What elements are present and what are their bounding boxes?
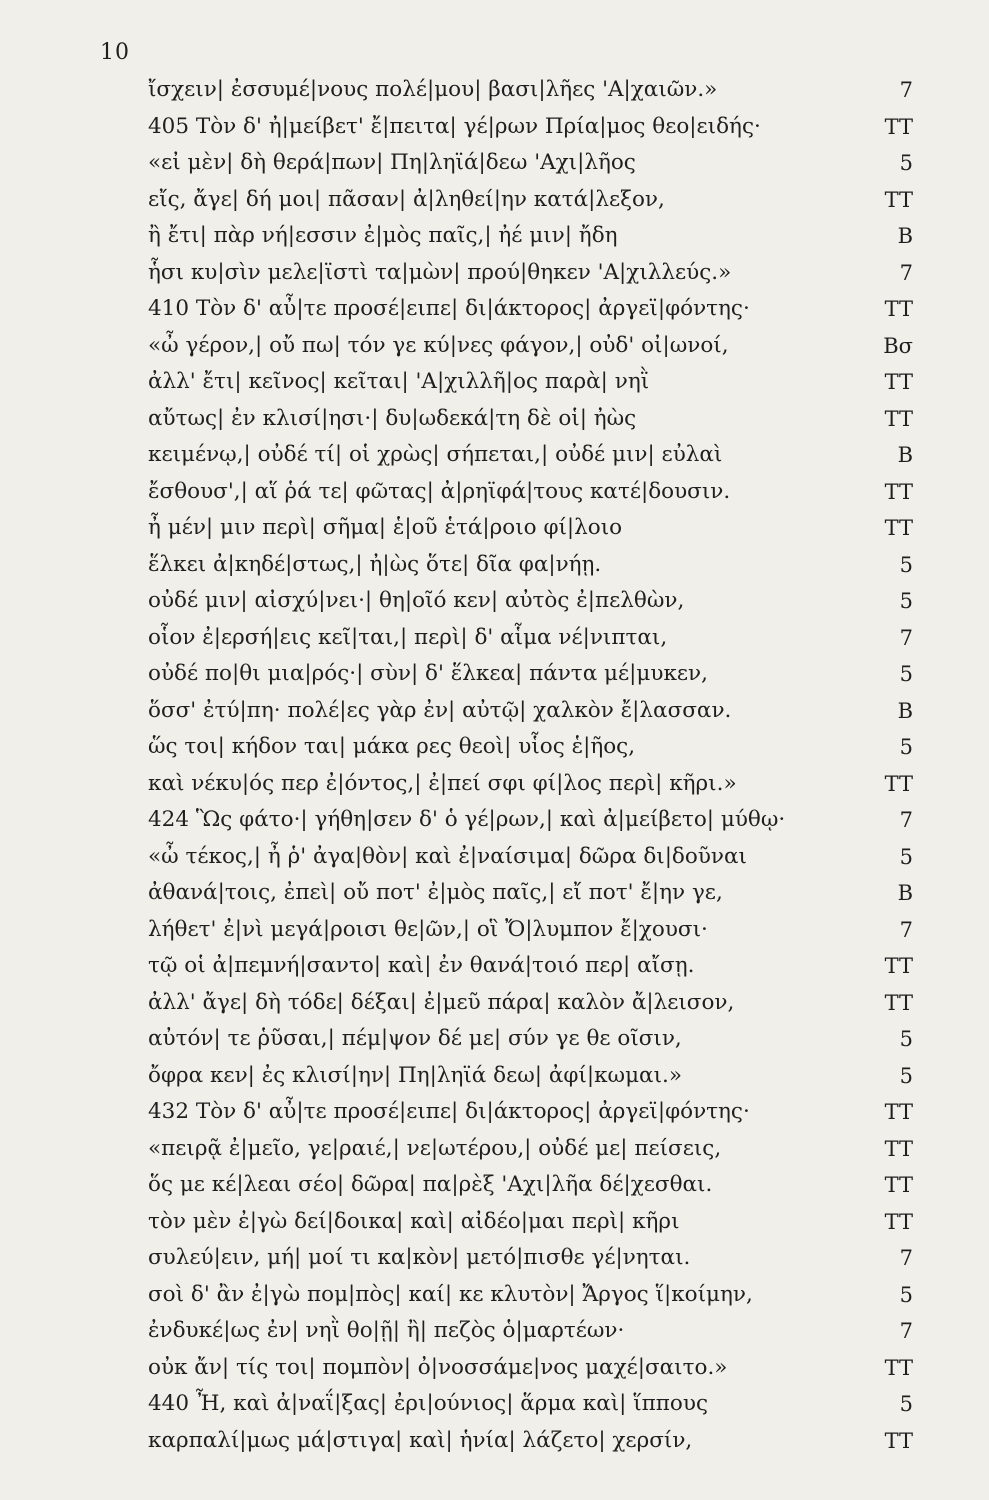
meter-marker: 7: [899, 1319, 913, 1343]
meter-marker: 5: [899, 735, 913, 759]
verse-line: [148, 620, 913, 657]
verse-text: «εἰ μὲν| δὴ θερά|πων| Πη|ληϊά|δεω 'Αχι|λῆος: [148, 150, 636, 175]
verse-line: [148, 656, 913, 693]
verse-block: [148, 72, 913, 1459]
verse-line: [148, 109, 913, 146]
meter-marker: TT: [884, 1428, 913, 1453]
verse-line: [148, 182, 913, 219]
meter-marker: 7: [899, 917, 913, 942]
meter-marker: 7: [899, 625, 913, 650]
meter-marker: B: [897, 443, 913, 467]
verse-line: [148, 1021, 913, 1058]
verse-line: [148, 401, 913, 438]
meter-marker: 7: [899, 808, 913, 832]
verse-text: 432 Τὸν δ' αὖ|τε προσέ|ειπε| δι|άκτορος| ἀργεϊ|φόντης·: [148, 1099, 750, 1124]
meter-marker: TT: [884, 114, 913, 139]
verse-line: [148, 766, 913, 803]
verse-line: [148, 948, 913, 985]
verse-text: ἦ μέν| μιν περὶ| σῆμα| ἑ|οῦ ἑτά|ροιο φί|λοιο: [148, 515, 623, 540]
verse-line: [148, 1131, 913, 1168]
meter-marker: 5: [899, 151, 913, 175]
meter-marker: 5: [899, 552, 913, 577]
verse-text: τὸν μὲν ἐ|γὼ δεί|δοικα| καὶ| αἰδέο|μαι περὶ| κῆρι: [148, 1208, 680, 1234]
verse-line: [148, 72, 913, 109]
meter-marker: TT: [884, 954, 913, 978]
verse-text: συλεύ|ειν, μή| μοί τι κα|κὸν| μετό|πισθε γέ|νηται.: [148, 1245, 691, 1270]
meter-marker: B: [897, 224, 913, 248]
meter-marker: TT: [884, 1355, 913, 1380]
verse-line: [148, 1423, 913, 1460]
verse-text: οὐδέ πο|θι μια|ρός·| σὺν| δ' ἕλκεα| πάντα μέ|μυκεν,: [148, 661, 708, 686]
verse-text: οἷον ἐ|ερσή|εις κεῖ|ται,| περὶ| δ' αἷμα νέ|νιπται,: [148, 624, 668, 650]
meter-marker: TT: [884, 1173, 913, 1197]
verse-text: κειμένῳ,| οὐδέ τί| οἱ χρὼς| σήπεται,| οὐδέ μιν| εὐλαὶ: [148, 442, 723, 467]
verse-text: ἀθανά|τοις, ἐπεὶ| οὔ ποτ' ἐ|μὸς παῖς,| εἴ ποτ' ἔ|ην γε,: [148, 880, 723, 905]
verse-text: 405 Τὸν δ' ἠ|μείβετ' ἔ|πειτα| γέ|ρων Πρία|μος θεο|ειδής·: [148, 113, 761, 139]
verse-line: [148, 839, 913, 876]
verse-text: ἕλκει ἀ|κηδέ|στως,| ἠ|ὼς ὅτε| δῖα φα|νήῃ.: [148, 551, 602, 577]
verse-line: [148, 1277, 913, 1314]
verse-line: [148, 1313, 913, 1350]
verse-line: [148, 364, 913, 401]
meter-marker: 7: [899, 78, 913, 102]
meter-marker: TT: [884, 297, 913, 321]
verse-text: ὅς με κέ|λεαι σέο| δῶρα| πα|ρὲξ 'Αχι|λῆα δέ|χεσθαι.: [148, 1172, 713, 1197]
verse-text: ἧσι κυ|σὶν μελε|ϊστὶ τα|μὼν| πρού|θηκεν 'Α|χιλλεύς.»: [148, 259, 732, 285]
meter-marker: TT: [884, 1100, 913, 1124]
meter-marker: TT: [884, 187, 913, 212]
verse-line: [148, 1386, 913, 1423]
verse-line: [148, 875, 913, 912]
verse-line: [148, 802, 913, 839]
verse-text: 410 Τὸν δ' αὖ|τε προσέ|ειπε| δι|άκτορος| ἀργεϊ|φόντης·: [148, 296, 750, 321]
verse-text: «ὦ τέκος,| ἦ ῥ' ἀγα|θὸν| καὶ ἐ|ναίσιμα| δῶρα δι|δοῦναι: [148, 843, 747, 869]
meter-marker: 7: [899, 1246, 913, 1270]
meter-marker: 5: [899, 1027, 913, 1051]
meter-marker: TT: [884, 406, 913, 431]
verse-text: ἀλλ' ἔτι| κεῖνος| κεῖται| 'Α|χιλλῆ|ος παρὰ| νηῒ: [148, 369, 650, 394]
meter-marker: 5: [899, 662, 913, 686]
verse-text: εἴς, ἄγε| δή μοι| πᾶσαν| ἀ|ληθεί|ην κατά|λεξον,: [148, 186, 665, 212]
verse-line: [148, 328, 913, 365]
verse-line: [148, 474, 913, 511]
meter-marker: TT: [884, 370, 913, 394]
verse-text: «ὦ γέρον,| οὔ πω| τόν γε κύ|νες φάγον,| οὐδ' οἰ|ωνοί,: [148, 332, 729, 358]
verse-text: ἴσχειν| ἐσσυμέ|νους πολέ|μου| βασι|λῆες 'Α|χαιῶν.»: [148, 77, 718, 102]
verse-line: [148, 1094, 913, 1131]
verse-text: οὐκ ἄν| τίς τοι| πομπὸν| ὀ|νοσσάμε|νος μαχέ|σαιτο.»: [148, 1354, 728, 1380]
verse-text: ἢ ἔτι| πὰρ νή|εσσιν ἐ|μὸς παῖς,| ἠέ μιν| ἤδη: [148, 223, 618, 248]
verse-text: ἀλλ' ἄγε| δὴ τόδε| δέξαι| ἐ|μεῦ πάρα| καλὸν ἄ|λεισον,: [148, 989, 735, 1015]
verse-line: [148, 145, 913, 182]
meter-marker: TT: [884, 516, 913, 540]
meter-marker: TT: [884, 1209, 913, 1234]
meter-marker: 5: [899, 1282, 913, 1307]
verse-line: [148, 1240, 913, 1277]
verse-text: λήθετ' ἐ|νὶ μεγά|ροισι θε|ῶν,| οἳ Ὄ|λυμπον ἔ|χουσι·: [148, 916, 708, 942]
verse-line: [148, 693, 913, 730]
verse-text: ὄφρα κεν| ἐς κλισί|ην| Πη|ληϊά δεω| ἀφί|κωμαι.»: [148, 1062, 682, 1088]
verse-text: οὐδέ μιν| αἰσχύ|νει·| θη|οῖό κεν| αὐτὸς ἐ|πελθὼν,: [148, 588, 685, 613]
verse-text: καὶ νέκυ|ός περ ἐ|όντος,| ἐ|πεί σφι φί|λος περὶ| κῆρι.»: [148, 770, 737, 796]
verse-text: καρπαλί|μως μά|στιγα| καὶ| ἡνία| λάζετο| χερσίν,: [148, 1427, 693, 1453]
page-number: 10: [100, 40, 130, 65]
verse-text: ἔσθουσ',| αἵ ῥά τε| φῶτας| ἀ|ρηϊφά|τους κατέ|δουσιν.: [148, 478, 731, 504]
verse-line: [148, 291, 913, 328]
verse-line: [148, 1058, 913, 1095]
meter-marker: TT: [884, 990, 913, 1015]
verse-line: [148, 583, 913, 620]
verse-text: ὅσσ' ἐτύ|πη· πολέ|ες γὰρ ἐν| αὐτῷ| χαλκὸν ἔ|λασσαν.: [148, 697, 732, 723]
verse-text: τῷ οἱ ἀ|πεμνή|σαντο| καὶ| ἐν θανά|τοιό περ| αἴσῃ.: [148, 953, 695, 978]
verse-line: [148, 729, 913, 766]
verse-text: αὐτόν| τε ῥῦσαι,| πέμ|ψον δέ με| σύν γε θε οῖσιν,: [148, 1026, 682, 1051]
verse-text: ὥς τοι| κήδον ται| μάκα ρες θεοὶ| υἷος ἑ|ῆος,: [148, 734, 636, 759]
verse-text: αὔτως| ἐν κλισί|ησι·| δυ|ωδεκά|τη δὲ οἱ| ἠὼς: [148, 405, 637, 431]
verse-text: «πειρᾷ ἐ|μεῖο, γε|ραιέ,| νε|ωτέρου,| οὐδέ με| πείσεις,: [148, 1135, 722, 1161]
verse-line: [148, 437, 913, 474]
verse-line: [148, 510, 913, 547]
meter-marker: TT: [884, 771, 913, 796]
meter-marker: 5: [899, 1392, 913, 1416]
verse-line: [148, 255, 913, 292]
verse-text: σοὶ δ' ἂν ἐ|γὼ πομ|πὸς| καί| κε κλυτὸν| Ἄργος ἵ|κοίμην,: [148, 1281, 753, 1307]
meter-marker: Bσ: [883, 333, 913, 358]
verse-line: [148, 1204, 913, 1241]
verse-line: [148, 985, 913, 1022]
meter-marker: TT: [884, 479, 913, 504]
verse-line: [148, 547, 913, 584]
meter-marker: TT: [884, 1136, 913, 1161]
verse-text: 424 Ὣς φάτο·| γήθη|σεν δ' ὁ γέ|ρων,| καὶ ἀ|μείβετο| μύθῳ·: [148, 807, 786, 832]
meter-marker: B: [897, 881, 913, 905]
verse-line: [148, 1167, 913, 1204]
meter-marker: 5: [899, 1063, 913, 1088]
verse-text: ἐνδυκέ|ως ἐν| νηῒ θο|ῇ| ἢ| πεζὸς ὁ|μαρτέων·: [148, 1318, 625, 1343]
meter-marker: 7: [899, 260, 913, 285]
meter-marker: 5: [899, 589, 913, 613]
verse-text: 440 Ἦ, καὶ ἀ|ναΐ|ξας| ἐρι|ούνιος| ἅρμα καὶ| ἵππους: [148, 1391, 708, 1416]
verse-line: [148, 912, 913, 949]
verse-line: [148, 218, 913, 255]
meter-marker: B: [897, 698, 913, 723]
meter-marker: 5: [899, 844, 913, 869]
verse-line: [148, 1350, 913, 1387]
